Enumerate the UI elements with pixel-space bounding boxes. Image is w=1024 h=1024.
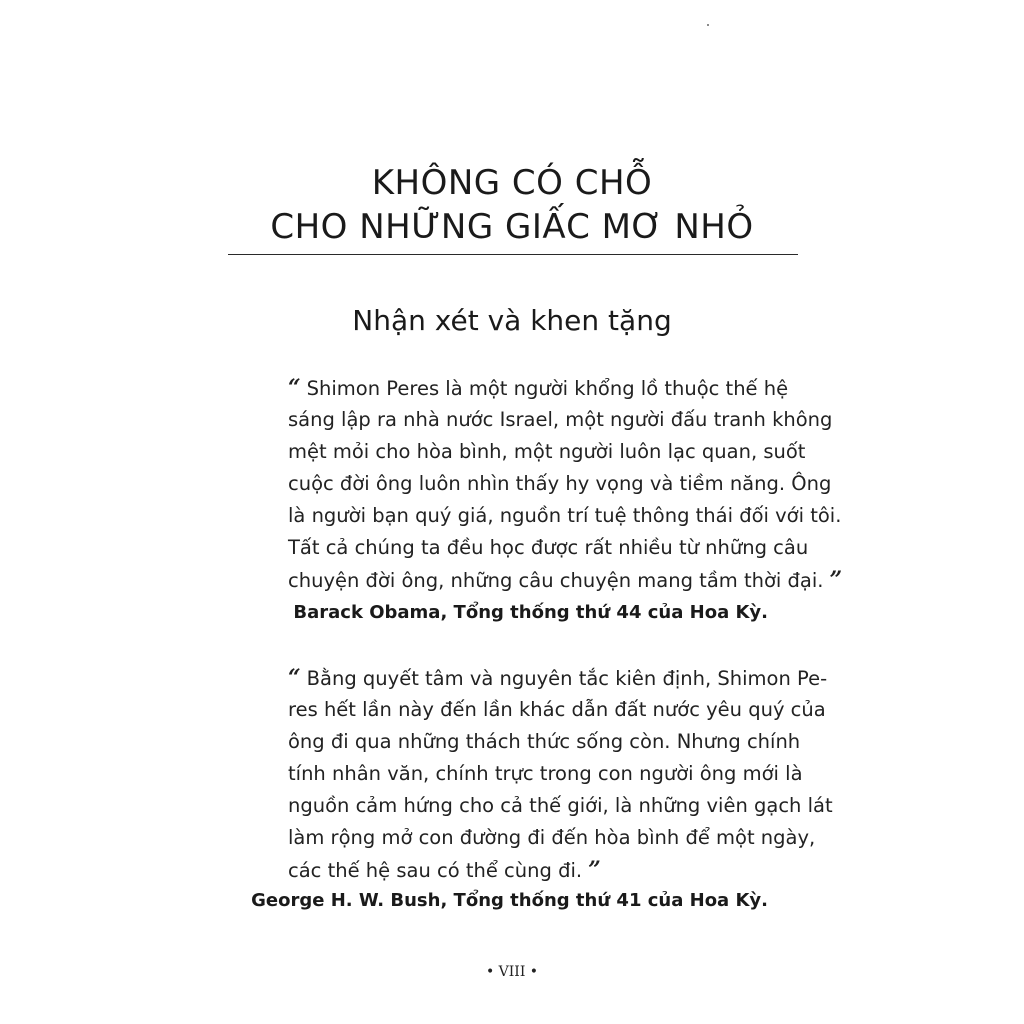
page-title-line-1: KHÔNG CÓ CHỖ bbox=[371, 163, 653, 203]
quote-block-1 bbox=[288, 372, 842, 596]
open-quote-mark: “ bbox=[288, 665, 299, 691]
quote-line: sáng lập ra nhà nước Israel, một người đấu tranh không bbox=[288, 408, 833, 431]
section-subtitle: Nhận xét và khen tặng bbox=[352, 304, 672, 337]
page-number: • VIII • bbox=[485, 964, 539, 980]
quote-attribution-1: Barack Obama, Tổng thống thứ 44 của Hoa Kỳ. bbox=[293, 602, 768, 623]
quote-line: tính nhân văn, chính trực trong con người ông mới là bbox=[288, 762, 803, 785]
title-divider bbox=[228, 254, 798, 255]
quote-text: chuyện đời ông, những câu chuyện mang tầm thời đại. bbox=[288, 569, 824, 592]
quote-line: res hết lần này đến lần khác dẫn đất nước yêu quý của bbox=[288, 698, 826, 721]
quote-line: là người bạn quý giá, nguồn trí tuệ thông thái đối với tôi. bbox=[288, 504, 842, 527]
close-quote-mark: ” bbox=[588, 857, 599, 883]
quote-text: các thế hệ sau có thể cùng đi. bbox=[288, 859, 583, 882]
quote-block-2 bbox=[288, 662, 833, 886]
quote-text: Shimon Peres là một người khổng lồ thuộc thế hệ bbox=[306, 377, 789, 400]
open-quote-mark: “ bbox=[288, 375, 299, 401]
scan-speck bbox=[707, 24, 709, 26]
quote-line: Tất cả chúng ta đều học được rất nhiều từ những câu bbox=[288, 536, 809, 559]
quote-line: nguồn cảm hứng cho cả thế giới, là những viên gạch lát bbox=[288, 794, 833, 817]
close-quote-mark: ” bbox=[829, 567, 841, 593]
quote-line bbox=[288, 662, 828, 694]
quote-line: làm rộng mở con đường đi đến hòa bình để một ngày, bbox=[288, 826, 816, 849]
quote-line: cuộc đời ông luôn nhìn thấy hy vọng và tiềm năng. Ông bbox=[288, 472, 832, 495]
quote-line bbox=[288, 372, 789, 404]
quote-line: ông đi qua những thách thức sống còn. Nhưng chính bbox=[288, 730, 801, 753]
quote-text: Bằng quyết tâm và nguyên tắc kiên định, Shimon Pe- bbox=[306, 667, 828, 690]
page-title-line-2: CHO NHỮNG GIẤC MƠ NHỎ bbox=[270, 207, 754, 247]
quote-line bbox=[288, 854, 776, 886]
quote-attribution-2: George H. W. Bush, Tổng thống thứ 41 của Hoa Kỳ. bbox=[251, 890, 768, 911]
quote-line bbox=[288, 564, 841, 596]
quote-line: mệt mỏi cho hòa bình, một người luôn lạc quan, suốt bbox=[288, 440, 806, 463]
